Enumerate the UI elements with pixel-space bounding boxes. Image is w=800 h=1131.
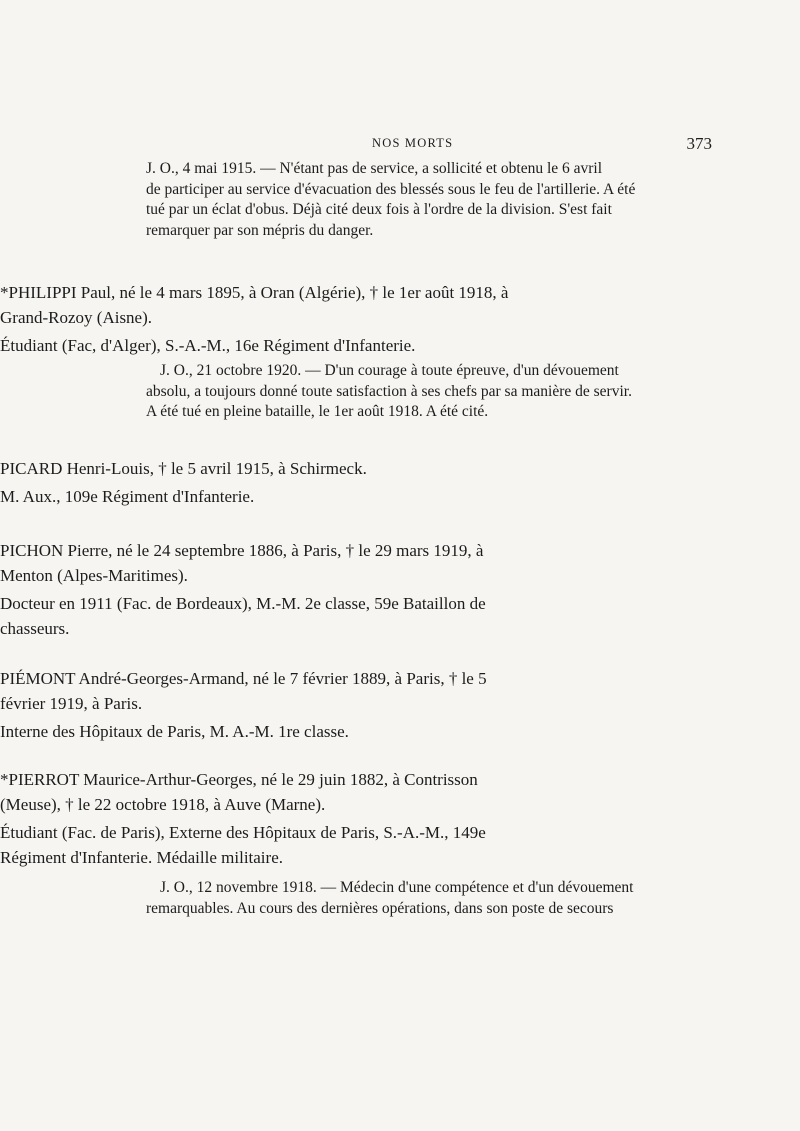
text-line: de participer au service d'évacuation des blessés sous le feu de l'artillerie. A été: [146, 180, 636, 198]
text-line: remarquer par son mépris du danger.: [146, 221, 374, 239]
text-line: Menton (Alpes-Maritimes).: [0, 566, 188, 585]
page-number: 373: [686, 134, 712, 153]
text-line: Docteur en 1911 (Fac. de Bordeaux), M.-M. 2e classe, 59e Bataillon de: [0, 594, 486, 613]
citation-block: [146, 361, 712, 423]
text-line: (Meuse), † le 22 octobre 1918, à Auve (Marne).: [0, 795, 326, 814]
text-line: PIÉMONT André-Georges-Armand, né le 7 février 1889, à Paris, † le 5: [0, 669, 487, 688]
text-line: *PIERROT Maurice-Arthur-Georges, né le 29 juin 1882, à Contrisson: [0, 770, 478, 789]
text-line: tué par un éclat d'obus. Déjà cité deux fois à l'ordre de la division. S'est fait: [146, 201, 612, 218]
text-line: remarquables. Au cours des dernières opérations, dans son poste de secours: [146, 899, 614, 917]
obituary-entry: [0, 456, 580, 509]
text-line: M. Aux., 109e Régiment d'Infanterie.: [0, 487, 255, 506]
text-line: Étudiant (Fac. de Paris), Externe des Hôpitaux de Paris, S.-A.-M., 149e: [0, 823, 486, 842]
text-line: Régiment d'Infanterie. Médaille militaire.: [0, 848, 283, 867]
text-line: A été tué en pleine bataille, le 1er août 1918. A été cité.: [146, 403, 489, 420]
obituary-entry: [0, 538, 580, 641]
text-line: absolu, a toujours donné toute satisfaction à ses chefs par sa manière de servir.: [146, 382, 632, 400]
text-line: PICARD Henri-Louis, † le 5 avril 1915, à Schirmeck.: [0, 459, 367, 478]
text-line: Grand-Rozoy (Aisne).: [0, 308, 153, 327]
text-line: J. O., 12 novembre 1918. — Médecin d'une compétence et d'un dévouement: [160, 879, 634, 896]
text-line: J. O., 21 octobre 1920. — D'un courage à toute épreuve, d'un dévouement: [160, 362, 619, 379]
obituary-entry: [0, 280, 580, 358]
obituary-entry: [0, 666, 580, 744]
page-header: [132, 134, 712, 158]
text-line: chasseurs.: [0, 619, 70, 638]
text-line: février 1919, à Paris.: [0, 694, 143, 713]
citation-block: [146, 159, 712, 241]
text-line: Étudiant (Fac, d'Alger), S.-A.-M., 16e Régiment d'Infanterie.: [0, 336, 416, 355]
text-line: PICHON Pierre, né le 24 septembre 1886, à Paris, † le 29 mars 1919, à: [0, 541, 484, 560]
citation-block: [146, 878, 712, 919]
text-line: Interne des Hôpitaux de Paris, M. A.-M. 1re classe.: [0, 722, 349, 741]
running-title: NOS MORTS: [372, 136, 454, 150]
obituary-entry: [0, 767, 580, 870]
text-line: *PHILIPPI Paul, né le 4 mars 1895, à Oran (Algérie), † le 1er août 1918, à: [0, 283, 509, 302]
text-line: J. O., 4 mai 1915. — N'étant pas de service, a sollicité et obtenu le 6 avril: [146, 160, 603, 177]
